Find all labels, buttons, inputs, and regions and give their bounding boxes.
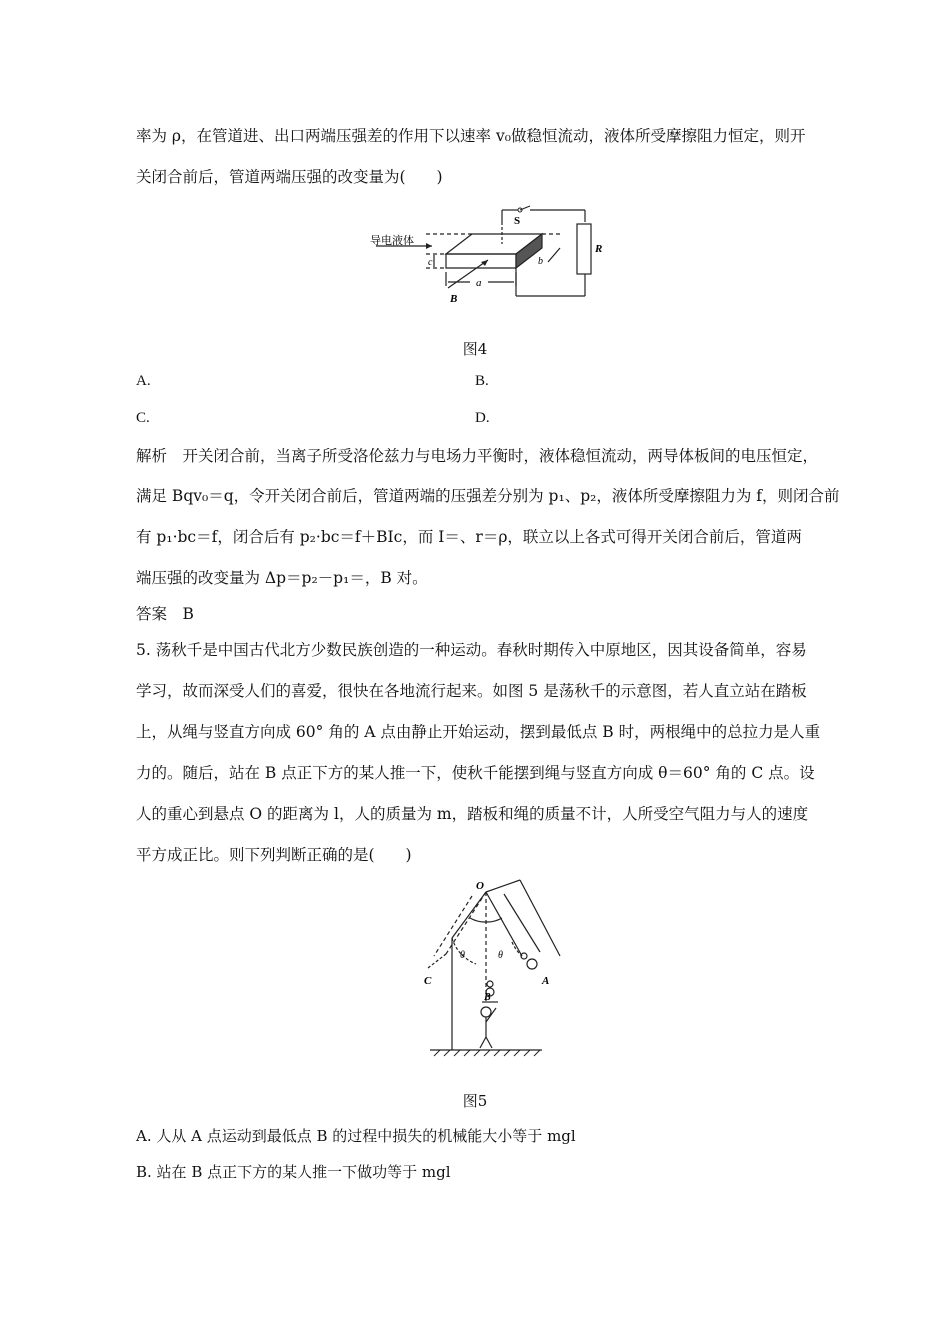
q4-option-c: C. xyxy=(136,410,150,426)
figure-4-caption: 图4 xyxy=(462,340,488,358)
analysis-line-2: 满足 Bqv₀＝q，令开关闭合前后，管道两端的压强差分别为 p₁、p₂，液体所受摩擦阻力为 f，则闭合前 xyxy=(136,487,840,505)
q5-text-line-1: 5. 荡秋千是中国古代北方少数民族创造的一种运动。春秋时期传入中原地区，因其设备简单，容易 xyxy=(136,641,807,659)
figure-5-caption: 图5 xyxy=(462,1092,488,1110)
q5-text-line-3: 上，从绳与竖直方向成 60° 角的 A 点由静止开始运动，摆到最低点 B 时，两根绳中的总拉力是人重 xyxy=(136,723,821,741)
q5-text-line-2: 学习，故而深受人们的喜爱，很快在各地流行起来。如图 5 是荡秋千的示意图，若人直立站在踏板 xyxy=(136,682,807,700)
fig5-label-b: B xyxy=(484,992,491,1003)
analysis-line-1: 解析 开关闭合前，当离子所受洛伦兹力与电场力平衡时，液体稳恒流动，两导体板间的电压恒定， xyxy=(136,447,819,465)
q4-option-d: D. xyxy=(475,410,490,426)
q5-option-a: A. 人从 A 点运动到最低点 B 的过程中损失的机械能大小等于 mgl xyxy=(136,1127,576,1145)
analysis-line-3: 有 p₁·bc＝f，闭合后有 p₂·bc＝f＋BIc，而 I＝、r＝ρ，联立以上各式可得开关闭合前后，管道两 xyxy=(136,528,802,546)
q5-text-line-6: 平方成正比。则下列判断正确的是( ) xyxy=(136,846,412,864)
answer-line: 答案 B xyxy=(136,605,194,623)
fig5-label-c: C xyxy=(424,975,432,987)
q4-text-line-1: 率为 ρ，在管道进、出口两端压强差的作用下以速率 v₀做稳恒流动，液体所受摩擦阻力恒定，则开 xyxy=(136,127,806,145)
fig4-label-r: R xyxy=(595,243,603,255)
q4-option-b: B. xyxy=(475,373,489,389)
fig4-label-b: b xyxy=(538,256,543,267)
figure-5-diagram xyxy=(412,872,562,1062)
fig5-label-theta-2: θ xyxy=(498,950,503,961)
fig4-label-b-field: B xyxy=(450,293,458,305)
fig4-label-liquid: 导电液体 xyxy=(370,235,414,247)
q4-text-line-2: 关闭合前后，管道两端压强的改变量为( ) xyxy=(136,168,443,186)
fig5-label-a: A xyxy=(542,975,550,987)
analysis-line-4: 端压强的改变量为 Δp＝p₂－p₁＝，B 对。 xyxy=(136,569,428,587)
q4-option-a: A. xyxy=(136,373,151,389)
figure-4-diagram xyxy=(370,202,610,310)
resistor-r xyxy=(577,224,591,274)
fig4-label-c: c xyxy=(428,257,433,268)
fig4-label-a: a xyxy=(476,277,482,289)
q5-option-b: B. 站在 B 点正下方的某人推一下做功等于 mgl xyxy=(136,1163,451,1181)
q5-text-line-5: 人的重心到悬点 O 的距离为 l，人的质量为 m，踏板和绳的质量不计，人所受空气阻力与人的速度 xyxy=(136,805,809,823)
fig5-label-o: O xyxy=(476,880,484,892)
fig5-label-theta-1: θ xyxy=(460,950,465,961)
fig4-label-s: S xyxy=(514,215,521,227)
q5-text-line-4: 力的。随后，站在 B 点正下方的某人推一下，使秋千能摆到绳与竖直方向成 θ＝60° 角的 C 点。设 xyxy=(136,764,815,782)
